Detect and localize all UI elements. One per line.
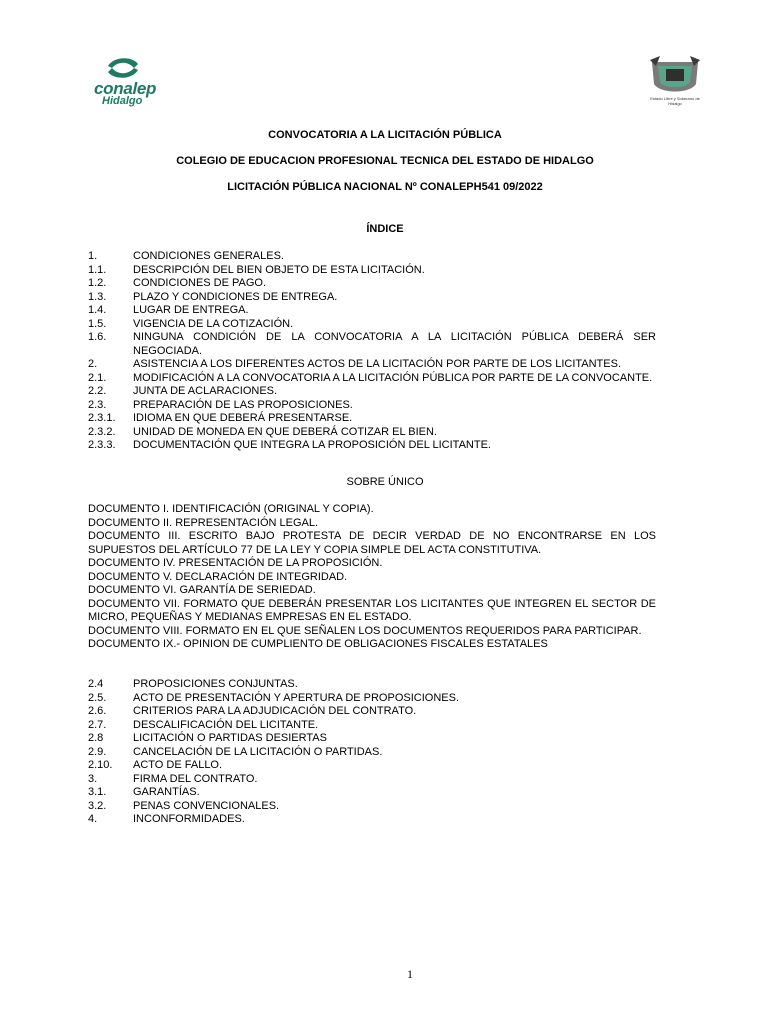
index-item — [88, 291, 656, 305]
index-number: 2.8 — [88, 732, 104, 744]
index-item — [88, 412, 656, 426]
index-number: 2.1. — [88, 371, 107, 384]
index-number: 1. — [88, 250, 98, 262]
index-title: ÍNDICE — [366, 223, 404, 235]
index-text: CRITERIOS PARA LA ADJUDICACIÓN DEL CONTRATO. — [133, 705, 417, 717]
index-item — [88, 678, 656, 692]
index-item — [88, 813, 656, 827]
index-item — [88, 773, 656, 787]
index-item — [88, 331, 656, 358]
index-text: ACTO DE PRESENTACIÓN Y APERTURA DE PROPOSICIONES. — [133, 691, 460, 704]
index-item — [88, 277, 656, 291]
index-text: NINGUNA CONDICIÓN DE LA CONVOCATORIA A LA LICITACIÓN PÚBLICA DEBERÁ SER NEGOCIADA. — [133, 331, 656, 357]
index-number: 2.3.2. — [88, 425, 116, 438]
logo-subtitle: Hidalgo — [102, 95, 143, 107]
index-number: 2.3.3. — [88, 439, 116, 451]
document-item: DOCUMENTO III. ESCRITO BAJO PROTESTA DE DECIR VERDAD DE NO ENCONTRARSE EN LOS SUPUESTOS DEL ARTÍCULO 77 DE LA LEY Y COPIA SIMPLE DEL ACTA CONSTITUTIVA. — [88, 530, 656, 556]
documents-list — [88, 503, 656, 652]
index-text: LUGAR DE ENTREGA. — [133, 304, 249, 316]
index-number: 2.10. — [88, 759, 113, 771]
index-item — [88, 786, 656, 800]
index-list-a — [88, 250, 656, 453]
index-item — [88, 705, 656, 719]
hidalgo-shield-logo — [646, 54, 704, 112]
index-number: 1.2. — [88, 277, 107, 289]
index-text: DESCRIPCIÓN DEL BIEN OBJETO DE ESTA LICITACIÓN. — [133, 263, 425, 276]
index-text: INCONFORMIDADES. — [133, 813, 245, 825]
index-text: FIRMA DEL CONTRATO. — [133, 772, 258, 785]
index-number: 2.2. — [88, 385, 107, 397]
index-item — [88, 250, 656, 264]
index-text: VIGENCIA DE LA COTIZACIÓN. — [133, 317, 294, 330]
index-number: 1.4. — [88, 304, 107, 316]
document-item: DOCUMENTO VI. GARANTÍA DE SERIEDAD. — [88, 584, 316, 596]
index-item — [88, 318, 656, 332]
index-item — [88, 759, 656, 773]
index-text: UNIDAD DE MONEDA EN QUE DEBERÁ COTIZAR EL BIEN. — [133, 425, 437, 438]
logo-wordmark: conalep — [94, 79, 157, 98]
document-item: DOCUMENTO IX.- OPINION DE CUMPLIENTO DE OBLIGACIONES FISCALES ESTATALES — [88, 638, 548, 650]
index-number: 2.3.1. — [88, 412, 116, 424]
index-text: DESCALIFICACIÓN DEL LICITANTE. — [133, 718, 319, 731]
index-text: CONDICIONES GENERALES. — [133, 250, 284, 262]
document-item: DOCUMENTO VIII. FORMATO EN EL QUE SEÑALEN LOS DOCUMENTOS REQUERIDOS PARA PARTICIPAR. — [88, 624, 642, 637]
index-item — [88, 385, 656, 399]
index-item — [88, 426, 656, 440]
index-item — [88, 719, 656, 733]
tender-number: LICITACIÓN PÚBLICA NACIONAL Nº CONALEPH541 09/2022 — [227, 181, 543, 193]
document-item: DOCUMENTO I. IDENTIFICACIÓN (ORIGINAL Y COPIA). — [88, 503, 374, 515]
index-text: JUNTA DE ACLARACIONES. — [133, 385, 278, 397]
index-text: IDIOMA EN QUE DEBERÁ PRESENTARSE. — [133, 412, 353, 424]
document-item: DOCUMENTO IV. PRESENTACIÓN DE LA PROPOSICIÓN. — [88, 557, 383, 569]
index-number: 1.5. — [88, 317, 107, 330]
index-item — [88, 264, 656, 278]
conalep-logo — [88, 56, 158, 106]
index-number: 3.1. — [88, 786, 107, 798]
institution-name: COLEGIO DE EDUCACION PROFESIONAL TECNICA DEL ESTADO DE HIDALGO — [176, 155, 594, 167]
index-item — [88, 439, 656, 453]
conalep-mark-icon — [106, 56, 140, 80]
index-number: 2.7. — [88, 718, 107, 731]
index-item — [88, 304, 656, 318]
index-number: 2. — [88, 358, 98, 370]
index-number: 2.3. — [88, 398, 107, 411]
index-text: DOCUMENTACIÓN QUE INTEGRA LA PROPOSICIÓN DEL LICITANTE. — [133, 439, 491, 451]
index-text: MODIFICACIÓN A LA CONVOCATORIA A LA LICITACIÓN PÚBLICA POR PARTE DE LA CONVOCANTE. — [133, 371, 653, 384]
sobre-unico-heading: SOBRE ÚNICO — [346, 476, 424, 488]
document-title: CONVOCATORIA A LA LICITACIÓN PÚBLICA — [268, 129, 502, 141]
index-text: GARANTÍAS. — [133, 786, 200, 798]
index-item — [88, 732, 656, 746]
document-item: DOCUMENTO V. DECLARACIÓN DE INTEGRIDAD. — [88, 570, 348, 583]
state-shield-icon — [646, 54, 704, 98]
index-text: CONDICIONES DE PAGO. — [133, 277, 267, 289]
index-number: 2.6. — [88, 705, 107, 717]
index-list-b — [88, 678, 656, 827]
index-number: 1.1. — [88, 263, 107, 276]
page-number: 1 — [407, 967, 413, 981]
index-number: 2.9. — [88, 745, 107, 758]
index-number: 1.3. — [88, 290, 107, 303]
index-number: 1.6. — [88, 331, 107, 343]
index-item — [88, 358, 656, 372]
index-item — [88, 692, 656, 706]
index-text: LICITACIÓN O PARTIDAS DESIERTAS — [133, 732, 327, 744]
document-item: DOCUMENTO VII. FORMATO QUE DEBERÁN PRESENTAR LOS LICITANTES QUE INTEGREN EL SECTOR DE MICRO, PEQUEÑAS Y MEDIANAS EMPRESAS EN EL ESTADO. — [88, 597, 656, 623]
index-text: ACTO DE FALLO. — [133, 759, 223, 771]
index-text: PROPOSICIONES CONJUNTAS. — [133, 678, 298, 690]
index-item — [88, 399, 656, 413]
index-number: 4. — [88, 813, 98, 825]
logo-caption: Estado Libre y Soberano de Hidalgo — [650, 96, 700, 106]
index-text: CANCELACIÓN DE LA LICITACIÓN O PARTIDAS. — [133, 745, 383, 758]
index-item — [88, 746, 656, 760]
index-number: 2.5. — [88, 691, 107, 704]
index-text: ASISTENCIA A LOS DIFERENTES ACTOS DE LA LICITACIÓN POR PARTE DE LOS LICITANTES. — [133, 358, 622, 370]
index-text: PENAS CONVENCIONALES. — [133, 799, 280, 812]
index-number: 2.4 — [88, 678, 104, 690]
index-number: 3.2. — [88, 799, 107, 812]
index-item — [88, 800, 656, 814]
index-text: PREPARACIÓN DE LAS PROPOSICIONES. — [133, 398, 353, 411]
index-item — [88, 372, 656, 386]
document-item: DOCUMENTO II. REPRESENTACIÓN LEGAL. — [88, 516, 319, 529]
index-number: 3. — [88, 772, 98, 785]
index-text: PLAZO Y CONDICIONES DE ENTREGA. — [133, 290, 338, 303]
